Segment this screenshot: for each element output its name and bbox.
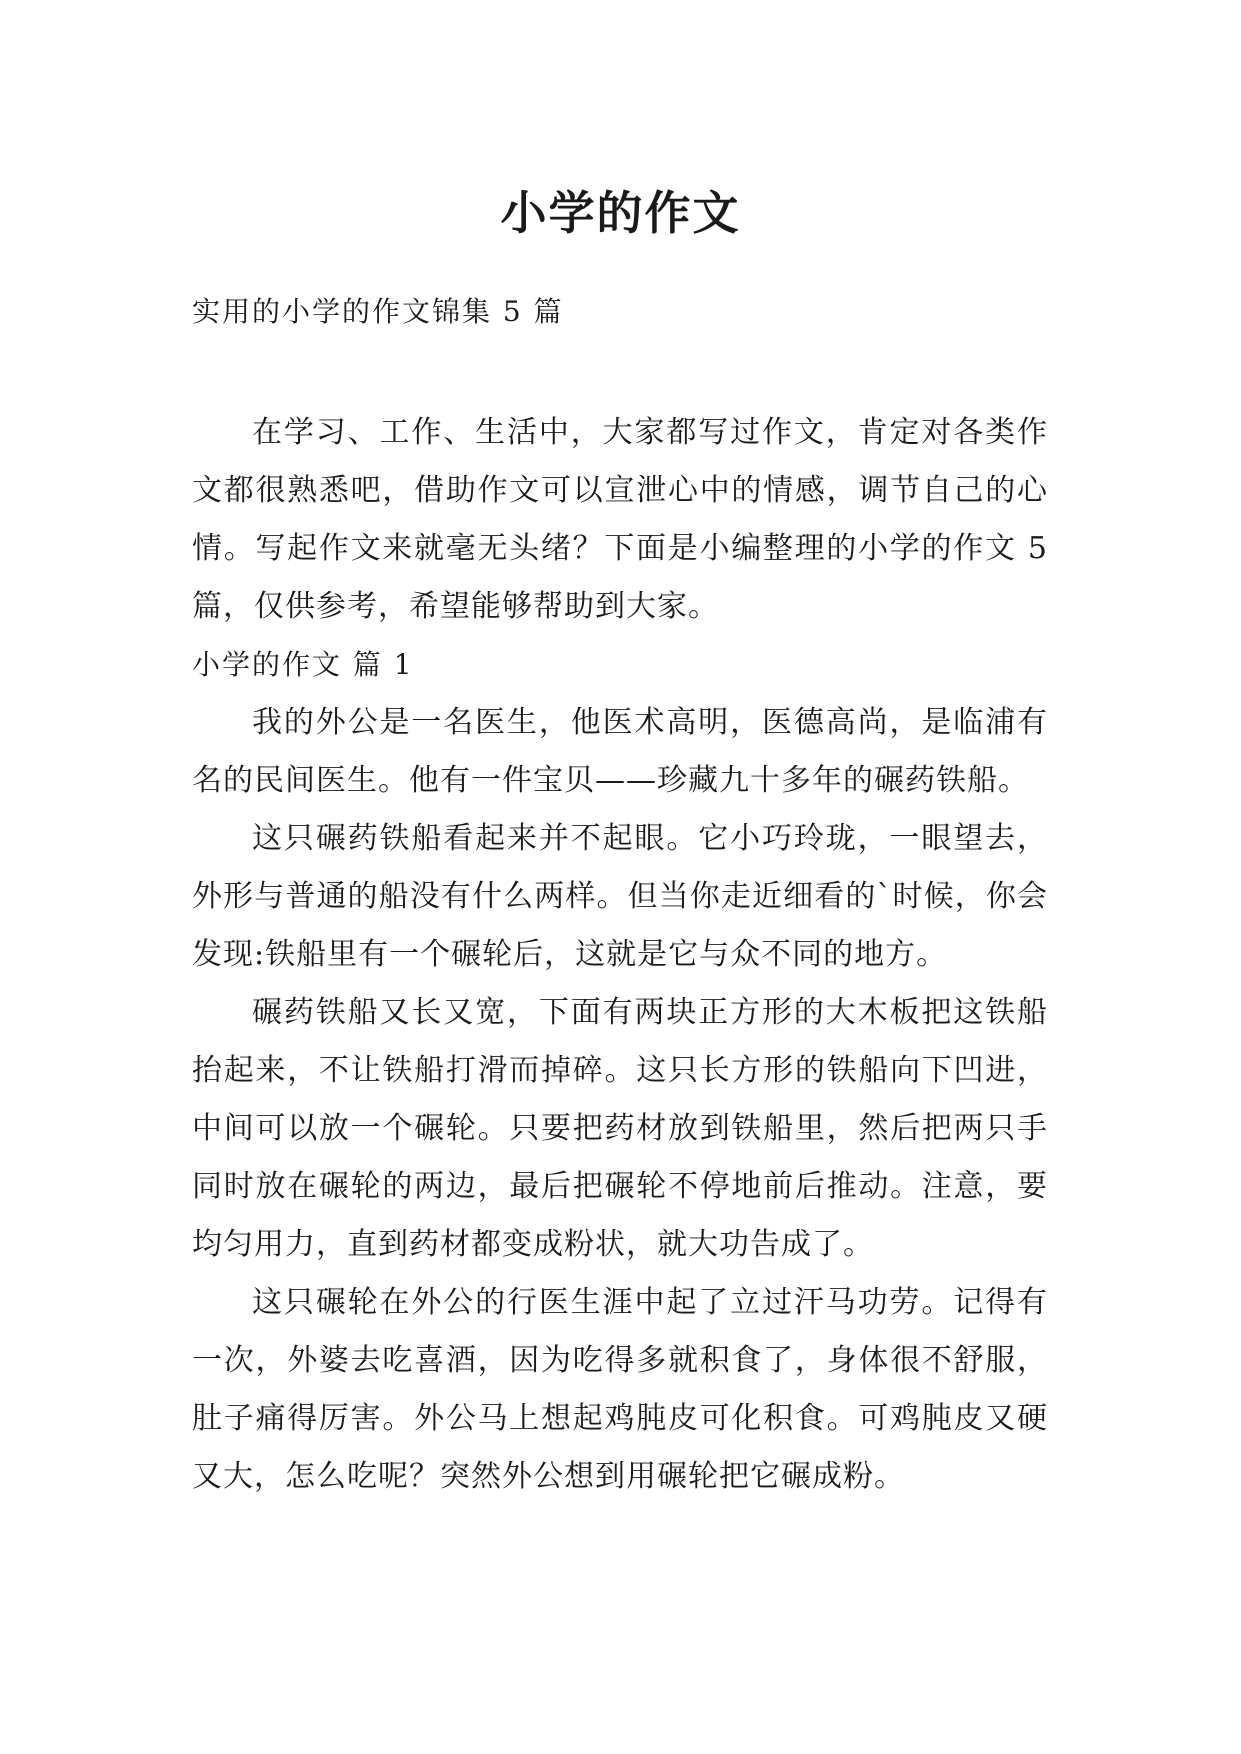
body-paragraph-1: 我的外公是一名医生，他医术高明，医德高尚，是临浦有名的民间医生。他有一件宝贝——珍藏九十多年的碾药铁船。 bbox=[192, 705, 1048, 798]
section-heading: 小学的作文 篇 1 bbox=[192, 648, 414, 681]
document-subtitle: 实用的小学的作文锦集 5 篇 bbox=[192, 295, 564, 328]
body-paragraph-3: 碾药铁船又长又宽，下面有两块正方形的大木板把这铁船抬起来，不让铁船打滑而掉碎。这只长方形的铁船向下凹进，中间可以放一个碾轮。只要把药材放到铁船里，然后把两只手同时放在碾轮的两边，最后把碾轮不停地前后推动。注意，要均匀用力，直到药材都变成粉状，就大功告成了。 bbox=[192, 995, 1048, 1262]
body-paragraph-2: 这只碾药铁船看起来并不起眼。它小巧玲珑，一眼望去，外形与普通的船没有什么两样。但当你走近细看的`时候，你会发现:铁船里有一个碾轮后，这就是它与众不同的地方。 bbox=[192, 821, 1048, 972]
body-paragraph-4: 这只碾轮在外公的行医生涯中起了立过汗马功劳。记得有一次，外婆去吃喜酒，因为吃得多就积食了，身体很不舒服，肚子痛得厉害。外公马上想起鸡肫皮可化积食。可鸡肫皮又硬又大，怎么吃呢？突然外公想到用碾轮把它碾成粉。 bbox=[192, 1285, 1048, 1494]
document-title: 小学的作文 bbox=[500, 185, 741, 240]
document-body bbox=[192, 404, 1048, 1506]
intro-paragraph: 在学习、工作、生活中，大家都写过作文，肯定对各类作文都很熟悉吧，借助作文可以宣泄心中的情感，调节自己的心情。写起作文来就毫无头绪？下面是小编整理的小学的作文 5 篇，仅供参考，希望能够帮助到大家。 bbox=[192, 415, 1048, 624]
